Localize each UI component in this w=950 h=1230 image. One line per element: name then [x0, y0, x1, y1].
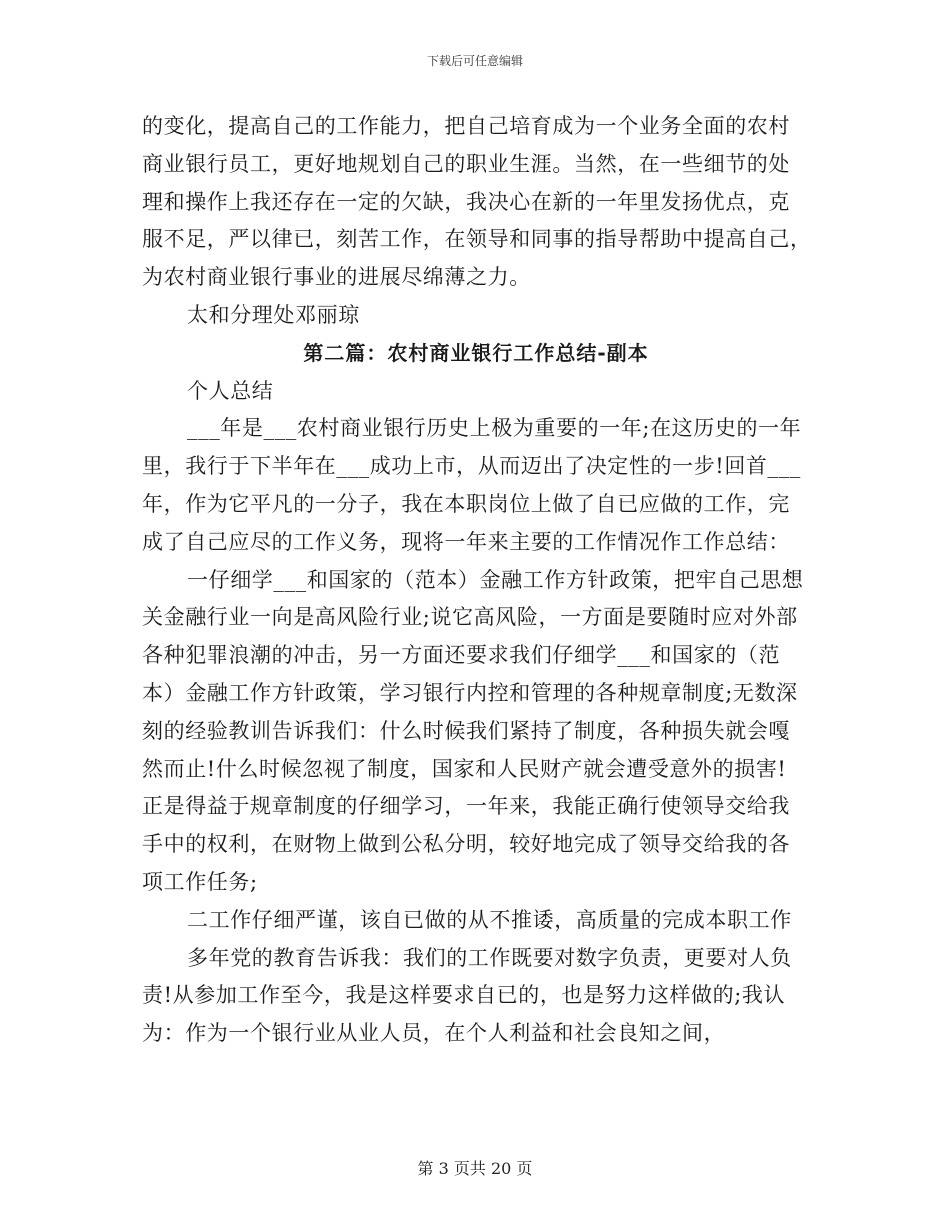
body-line: 多年党的教育告诉我：我们的工作既要对数字负责，更要对人负 [187, 945, 792, 970]
body-line: 正是得益于规章制度的仔细学习，一年来，我能正确行使领导交给我 [142, 794, 790, 819]
body-line: 为农村商业银行事业的进展尽绵薄之力。 [142, 265, 531, 290]
body-line: 本）金融工作方针政策，学习银行内控和管理的各种规章制度;无数深 [142, 680, 798, 705]
body-line: ___年是___农村商业银行历史上极为重要的一年;在这历史的一年 [187, 416, 802, 441]
body-line: 项工作任务; [142, 869, 258, 894]
section-heading: 第二篇：农村商业银行工作总结-副本 [303, 340, 649, 365]
page-header-note: 下载后可任意编辑 [426, 54, 523, 68]
body-line: 为：作为一个银行业从业人员，在个人利益和社会良知之间， [142, 1021, 726, 1046]
body-line: 成了自己应尽的工作义务，现将一年来主要的工作情况作工作总结： [142, 529, 790, 554]
body-line: 商业银行员工，更好地规划自己的职业生涯。当然，在一些细节的处 [142, 151, 790, 176]
body-line: 手中的权利，在财物上做到公私分明，较好地完成了领导交给我的各 [142, 832, 790, 857]
body-line: 然而止!什么时候忽视了制度，国家和人民财产就会遭受意外的损害! [142, 756, 787, 781]
body-line: 的变化，提高自己的工作能力，把自己培育成为一个业务全面的农村 [142, 114, 790, 138]
body-line: 刻的经验教训告诉我们：什么时候我们紧持了制度，各种损失就会嘎 [142, 718, 790, 743]
body-line: 二工作仔细严谨，该自已做的从不推诿，高质量的完成本职工作 [187, 907, 792, 932]
section-subtitle: 个人总结 [187, 378, 274, 403]
document-body [142, 108, 810, 1053]
body-line: 年，作为它平凡的一分子，我在本职岗位上做了自已应做的工作，完 [142, 491, 790, 516]
body-line: 服不足，严以律已，刻苦工作，在领导和同事的指导帮助中提高自己， [142, 227, 812, 252]
body-line: 里，我行于下半年在___成功上市，从而迈出了决定性的一步!回首___ [142, 454, 801, 479]
body-line: 一仔细学___和国家的（范本）金融工作方针政策，把牢自己思想 [187, 567, 804, 592]
body-line: 各种犯罪浪潮的冲击，另一方面还要求我们仔细学___和国家的（范 [142, 643, 781, 668]
body-line: 理和操作上我还存在一定的欠缺，我决心在新的一年里发扬优点，克 [142, 189, 790, 214]
signature-line: 太和分理处邓丽琼 [187, 302, 360, 327]
body-line: 责!从参加工作至今，我是这样要求自已的，也是努力这样做的;我认 [142, 983, 786, 1008]
page-number-footer: 第 3 页共 20 页 [417, 1159, 533, 1178]
body-line: 关金融行业一向是高风险行业;说它高风险，一方面是要随时应对外部 [142, 605, 798, 630]
